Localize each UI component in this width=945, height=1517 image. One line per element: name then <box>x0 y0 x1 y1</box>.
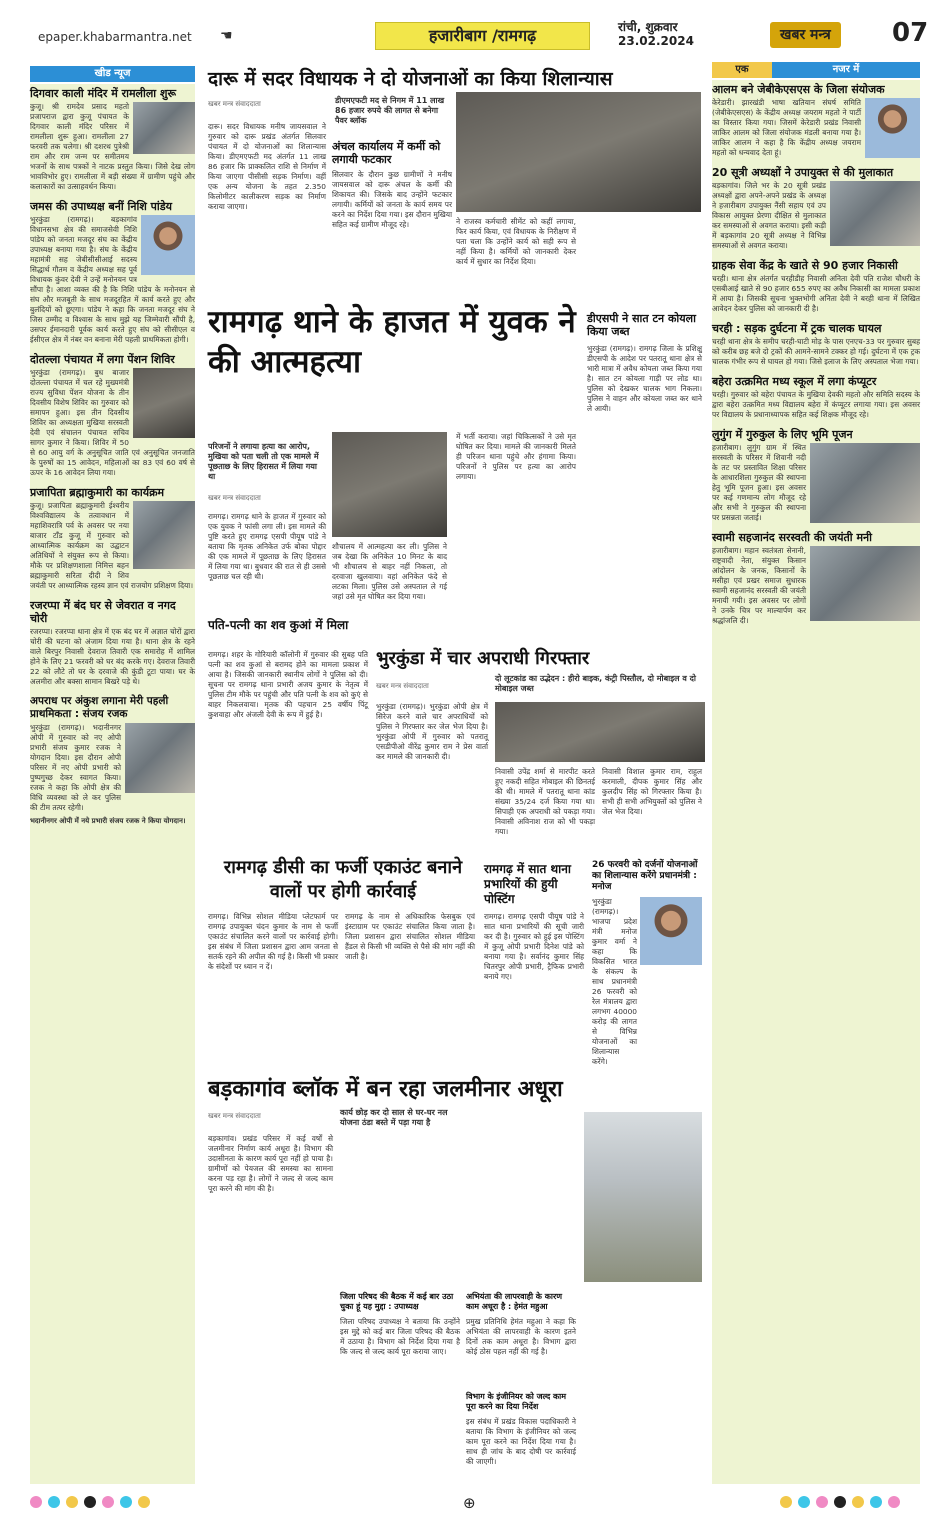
story-photo <box>125 723 195 793</box>
story-body: हजारीबाग। महान स्वतंत्रता सेनानी, राष्ट्रवादी नेता, संयुक्त किसान आंदोलन के जनक, किसानों के मसीहा एवं प्रखर समाज सुधारक स्वामी सहजानंद सरस्वती की जयंती मनायी गयी। इस अवसर पर लोगों ने उनके चित्र पर माल्यार्पण कर श्रद्धांजलि दी। <box>712 546 806 625</box>
posting-body: रामगढ़। रामगढ़ एसपी पीयूष पांडे ने सात थाना प्रभारियों की सूची जारी कर दी है। गुरुवार को हुई इस पोस्टिंग में कुजू ओपी प्रभारी दिनेश पांडे को बनाया गया है। सर्वानंद कुमार सिंह चितरपुर ओपी प्रभारी, ट्रैफिक प्रभारी बनाये गए। <box>484 912 584 981</box>
story-photo <box>133 368 195 438</box>
story-headline: बहेरा उत्क्रमित मध्य स्कूल में लगा कंप्यूटर <box>712 375 877 388</box>
story-headline: स्वामी सहजानंद सरस्वती की जयंती मनी <box>712 531 872 544</box>
right-story <box>712 531 920 626</box>
story-headline: ग्राहक सेवा केंद्र के खाते से 90 हजार निकासी <box>712 259 898 272</box>
left-story <box>30 353 195 478</box>
story-photo <box>810 546 920 621</box>
arrest-byline: खबर मन्त्र संवाददाता <box>376 682 429 690</box>
story-body: भुरकुंडा (रामगढ़)। बुध बाजार दोतल्ला पंचायत में चल रहे मुख्यमंत्री राज्य सुविधा पेंशन योजना के तीन दिवसीय विशेष शिविर का गुरुवार को समापन हुआ। इस तीन दिवसीय शिविर का अध्यक्षता मुखिया सरस्वती देवी एवं संचालन पंचायत सचिव सागर कुमार ने किया। शिविर में 50 से 60 आयु वर्ग के अनुसूचित जाति एवं अनुसूचित जनजाति के पुरुषों का 15 आवेदन, महिलाओं का 83 एवं 60 वर्ष से ऊपर के 16 आवेदन लिया गया। <box>30 368 195 477</box>
left-column <box>30 84 195 1484</box>
top-photo <box>456 92 701 212</box>
water-body-4: इस संबंध में प्रखंड विकास पदाधिकारी ने बताया कि विभाग के इंजीनियर को जल्द काम पूरा करने का निर्देश दिया गया है। साथ ही जांच के बाद दोषी पर कार्रवाई की जाएगी। <box>466 1417 576 1466</box>
main-body: रामगढ़। रामगढ़ थाने के हाजत में गुरुवार को एक युवक ने फांसी लगा ली। इस मामले की पुष्टि करते हुए रामगढ़ एसपी पीयूष पांडे ने बताया कि मृतक अनिकेत उर्फ बोका पोद्दार की एक मामले में पूछताछ के लिए हिरासत में लिया गया था। बुधवार की रात से ही उससे पूछताछ चल रही थी। <box>208 512 326 581</box>
left-story <box>30 200 195 345</box>
footer-dot <box>120 1496 132 1508</box>
top-byline: खबर मन्त्र संवाददाता <box>208 100 261 108</box>
edition-date-value: 23.02.2024 <box>618 34 694 48</box>
story-headline: लुगुंग में गुरुकुल के लिए भूमि पूजन <box>712 428 853 441</box>
story-body: रजरप्पा। रजरप्पा थाना क्षेत्र में एक बंद घर में अज्ञात चोरों द्वारा चोरी की घटना को अंजाम दिया गया है। थाना क्षेत्र के रहने वाले बिरपुर निवासी देवराज तिवारी एक समारोह में शामिल होने के लिए 21 फरवरी को घर बंद करके गए। देवराज तिवारी 22 को लौटे तो घर के दरवाजे की कुंडी टूटा पाया। घर के अलमीरा और बक्सा सामान बिखरे पड़े थे। <box>30 627 195 686</box>
fake-body: रामगढ़। विभिन्न सोशल मीडिया प्लेटफार्म पर रामगढ़ उपायुक्त चंदन कुमार के नाम से फर्जी एकाउंट संचालित करने वालों पर कार्रवाई होगी। इस संबंध में जिला प्रशासन द्वारा आम जनता से सतर्क रहने की अपील की गई है। किसी भी प्रकार के संदेशों पर ध्यान न दें। <box>208 912 338 971</box>
site-url[interactable]: epaper.khabarmantra.net <box>38 30 192 44</box>
left-story <box>30 87 195 192</box>
footer-dot <box>102 1496 114 1508</box>
fake-body-2: रामगढ़ के नाम से अधिकारिक फेसबुक एवं इंस्टाग्राम पर एकाउंट संचालित किया जाता है। जिला प्रशासन द्वारा संचालित सोशल मीडिया हैंडल से किसी भी व्यक्ति से पैसे की मांग नहीं की जाती है। <box>345 912 475 961</box>
masthead <box>0 0 945 62</box>
well-body: रामगढ़। शहर के गोरियारी कॉलोनी में गुरुवार की सुबह पति पत्नी का शव कुआं से बरामद होने का मामला प्रकाश में आया है। जिसकी जानकारी स्थानीय लोगों ने पुलिस को दी। सूचना पर रामगढ़ थाना प्रभारी अजय कुमार के नेतृत्व में पुलिस टीम मौके पर पहुंची और पति पत्नी के शव को कुएं से बाहर निकलवाया। मृतक की पहचान 25 वर्षीय पिंटू कुशवाहा और अंजली देवी के रूप में हुई है। <box>208 650 368 719</box>
story-body: कुजू। श्री रामदेव प्रसाद महतो प्रजापराज द्वारा कुजू पंचायत के दिगवार काली मंदिर परिसर में रामलीला शुरू हुआ। रामलीला 27 फरवरी तक चलेगा। श्री दशरथ पुत्रेश्री राम और राम जन्म पर समीतमय भजनों के साथ पत्रकों ने नाटक प्रस्तुत किया। जिसे देख लोग भावविभोर हुए। रामलीला में बड़ी संख्या में ग्रामीण पहुंचे और कलाकारों का उत्साहवर्धन किया। <box>30 102 195 191</box>
water-body: बड़कागांव। प्रखंड परिसर में कई वर्षों से जलमीनार निर्माण कार्य अधूरा है। विभाग की उदासीनता के कारण कार्य पूरा नहीं हो पाया है। ग्रामीणों को पेयजल की समस्या का सामना करना पड़ रहा है। लोगों ने जल्द से जल्द काम पूरा करने की मांग की है। <box>208 1134 333 1193</box>
page-number: 07 <box>892 18 929 48</box>
footer-dot <box>888 1496 900 1508</box>
side-headline: अंचल कार्यालय में कर्मी को लगायी फटकार <box>332 140 441 166</box>
left-story <box>30 695 195 826</box>
arrest-photo <box>495 702 705 762</box>
edition-city-day: रांची, शुक्रवार <box>618 20 678 34</box>
main-photo <box>332 432 447 537</box>
story-photo <box>810 443 920 523</box>
photo-caption: भदानीनगर ओपी में नये प्रभारी संजय रजक ने किया योगदान। <box>30 817 186 825</box>
story-body: केरेडारी। झारखंडी भाषा खतियान संघर्ष समिति (जेबीकेएसएस) के केंद्रीय अध्यक्ष जयराम महतो ने पार्टी का विस्तार किया गया। जिसमें केरेडारी प्रखंड निवासी जाकिर आलम को जिला संयोजक मंडली बनाया गया है। जाकिर आलम ने कहा है कि केंद्रीय अध्यक्ष जयराम महतो को धन्यवाद देता हूं। <box>712 98 861 157</box>
footer <box>0 1488 945 1517</box>
footer-dot <box>816 1496 828 1508</box>
story-headline: दिगवार काली मंदिर में रामलीला शुरू <box>30 87 177 100</box>
inaug-headline: 26 फरवरी को दर्जनों योजनाओं का शिलान्यास करेंगे प्रधानमंत्री : मनोज <box>592 860 698 892</box>
right-story <box>712 83 920 158</box>
story-body: चरही। थाना क्षेत्र अंतर्गत चरहीडीह निवासी अनिता देवी पति राजेश चौधरी के एसबीआई खाते से 90 हजार 655 रुपए का अवैध निकासी का मामला प्रकाश में आया है। जिसकी सूचना भुक्तभोगी अनिता देवी ने बरही थाना में लिखित आवेदन देकर पुलिस को जानकारी दी है। <box>712 274 920 313</box>
footer-dot <box>798 1496 810 1508</box>
story-headline: दोतल्ला पंचायत में लगा पेंशन शिविर <box>30 353 175 366</box>
footer-dots-left <box>30 1496 150 1508</box>
water-body-2: जिला परिषद उपाध्यक्ष ने बताया कि उन्होंने इस मुद्दे को कई बार जिला परिषद की बैठक में उठाया है। विभाग को निर्देश दिया गया है कि जल्द से जल्द कार्य पूरा कराया जाए। <box>340 1317 460 1356</box>
center-columns <box>200 62 705 1484</box>
story-body: भुरकुंडा (रामगढ़)। भदानीनगर ओपी में गुरुवार को नए ओपी प्रभारी संजय कुमार रजक ने योगदान दिया। इस दौरान ओपी परिसर में नए ओपी प्रभारी को पुष्पगुच्छ देकर स्वागत किया। रजक ने कहा कि ओपी क्षेत्र की विधि व्यवस्था को ले कर पुलिस की टीम तत्पर रहेगी। <box>30 723 121 812</box>
inaug-body: भुरकुंडा (रामगढ़)। भाजपा प्रदेश मंत्री मनोज कुमार वर्मा ने कहा कि विकसित भारत के संकल्प के साथ प्रधानमंत्री 26 फरवरी को रेल मंत्रालय द्वारा लगभग 40000 करोड़ की लागत से विभिन्न योजनाओं का शिलान्यास करेंगे। <box>592 897 637 1066</box>
brand-logo: खबर मन्त्र <box>770 22 841 48</box>
footer-dot <box>84 1496 96 1508</box>
story-photo <box>133 102 195 154</box>
edition-date <box>618 20 694 48</box>
arrest-body: भुरकुंडा (रामगढ़)। भुरकुंडा ओपी क्षेत्र में सिरेज करने वाले चार अपराधियों को पुलिस ने गिरफ्तार कर जेल भेज दिया है। भुरकुंडा ओपी में गुरुवार को पतरातू एसडीपीओ वीरेंद्र कुमार राम ने प्रेस वार्ता कर मामले की जानकारी दी। <box>376 702 488 761</box>
story-photo <box>133 501 195 569</box>
footer-dot <box>834 1496 846 1508</box>
mid-body: ने राजस्व कर्मचारी सीमेंट को कहीं लगाया, फिर कार्य किया, एवं विधायक के निरीक्षण में पता चला कि उन्होंने कार्य को सही रूप से नहीं किया है। कर्मियों को जानकारी देकर कार्य में सुधार का निर्देश दिया। <box>456 217 576 266</box>
footer-dot <box>66 1496 78 1508</box>
right-story <box>712 428 920 523</box>
footer-dot <box>48 1496 60 1508</box>
top-body: दारू। सदर विधायक मनीष जायसवाल ने गुरुवार को दारू प्रखंड अंतर्गत सिलवार पंचायत में दो योजनाओं का शिलान्यास किया। डीएमएफटी मद अंतर्गत 11 लाख 86 हजार कि प्राक्कलित राशि से निर्माण में किया जाएगा पीसीसी सड़क निर्माण। वहीं एक अन्य योजना के तहत 2.350 किलोमीटर कालीकरण सड़क का निर्माण कराया जाएगा। <box>208 122 326 211</box>
water-subhead-2: अभियंता की लापरवाही के कारण काम अधूरा है : हेमंत महुआ <box>466 1292 563 1311</box>
story-body: बड़कागांव। जिले भर के 20 सूत्री प्रखंड अध्यक्षों द्वारा अपने-अपने प्रखंड के अध्यक्ष ने हजारीबाग उपायुक्त नैंसी सहाय एवं उप विकास आयुक्त प्रेरणा दीक्षित से मुलाकात कर समस्याओं से अवगत कराया। इसी कड़ी में बड़कागांव 20 सूत्री अध्यक्ष ने विभिन्न समस्याओं से अवगत कराया। <box>712 181 826 250</box>
left-story <box>30 599 195 687</box>
arrest-body-3: निवासी विशाल कुमार राम, राहुल करमाली, दीपक कुमार सिंह और कुलदीप सिंह को गिरफ्तार किया है। सभी ही सभी अभियुक्तों को पुलिस ने जेल भेज दिया। <box>602 767 702 816</box>
arrest-body-2: निवासी उपेंद्र शर्मा से मारपीट करते हुए नकदी सहित मोबाइल की छिनतई की थी। मामले में पतरातू थाना कांड संख्या 35/24 दर्ज किया गया था। सिपाही एक अपराधी को पकड़ा गया। निवासी अविनाश राज को भी पकड़ा गया। <box>495 767 595 836</box>
story-headline: 20 सूत्री अध्यक्षों ने उपायुक्त से की मुलाकात <box>712 166 894 179</box>
story-body: हजारीबाग। लुगुंग ग्राम में स्थित सरस्वती के परिसर में शिवानी नदी के तट पर प्रस्तावित शिक्षा परिसर के आधारशिला गुरुकुल की स्थापना हेतु भूमि पूजन हुआ। इस अवसर पर कई गणमान्य लोग मौजूद रहे और सभी ने गुरुकुल की स्थापना पर प्रसन्नता जताई। <box>712 443 806 522</box>
water-ribbon: कार्य छोड़ कर दो साल से घर-घर नल योजना ठंडा बस्ते में पड़ा गया है <box>340 1108 448 1127</box>
story-portrait <box>141 215 195 275</box>
top-ribbon: डीएमएफटी मद से निगम में 11 लाख 86 हजार रुपये की लागत से बनेगा पैवर ब्लॉक <box>335 96 445 125</box>
water-headline: बड़कागांव ब्लॉक में बन रहा जलमीनार अधूरा <box>208 1077 563 1102</box>
posting-headline: रामगढ़ में सात थाना प्रभारियों की हुयी पोस्टिंग <box>484 862 572 906</box>
story-headline: रजरप्पा में बंद घर से जेवरात व नगद चोरी <box>30 599 176 625</box>
section-title: हजारीबाग /रामगढ़ <box>375 22 590 50</box>
inaug-portrait <box>640 897 702 965</box>
story-headline: अपराध पर अंकुश लगाना मेरी पहली प्राथमिकता : संजय रजक <box>30 695 169 720</box>
water-body-3: प्रमुख प्रतिनिधि हेमंत महुआ ने कहा कि अभियंता की लापरवाही के कारण इतने दिनों तक काम अधूरा है। विभाग द्वारा कोई ठोस पहल नहीं की गई है। <box>466 1317 576 1356</box>
main-byline: खबर मन्त्र संवाददाता <box>208 494 261 502</box>
fake-headline: रामगढ़ डीसी का फर्जी एकाउंट बनाने वालों पर होगी कार्रवाई <box>223 857 463 902</box>
footer-dots-right <box>780 1496 900 1508</box>
registration-mark-icon: ⊕ <box>463 1494 476 1512</box>
story-photo <box>830 181 920 246</box>
footer-dot <box>852 1496 864 1508</box>
main-subhead: परिजनों ने लगाया हत्या का आरोप, मुखिया को पता चली तो एक मामले में पूछताछ के लिए हिरासत में लिया गया था <box>208 442 319 481</box>
top-headline: दारू में सदर विधायक ने दो योजनाओं का किया शिलान्यास <box>208 68 613 90</box>
right-column-tag-b: नजर में <box>772 62 920 78</box>
dsp-body: भुरकुंडा (रामगढ़)। रामगढ़ जिला के प्रशिक्षु डीएसपी के आदेश पर पतरातू थाना क्षेत्र से भारी मात्रा में अवैध कोयला जब्त किया गया है। सात टन कोयला गाड़ी पर लोड था। पुलिस को देखकर चालक भाग निकला। पुलिस ने वाहन और कोयला जब्त कर थाने ले आयी। <box>587 344 702 413</box>
footer-dot <box>780 1496 792 1508</box>
arrest-headline: भुरकुंडा में चार अपराधी गिरफ्तार <box>376 648 590 669</box>
cursor-icon: ☚ <box>220 28 233 44</box>
water-subhead: जिला परिषद की बैठक में कई बार उठा चुका हूं यह मुद्दा : उपाध्यक्ष <box>340 1292 454 1311</box>
right-column <box>712 80 920 1484</box>
left-story <box>30 486 195 591</box>
arrest-ribbon: दो लूटकांड का उद्भेदन : हीरो बाइक, कंट्री पिस्तौल, दो मोबाइल व दो मोबाइल जब्त <box>495 674 696 693</box>
story-body: चरही। गुरुवार को बहेरा पंचायत के मुखिया देवकी महतो और समिति सदस्य के द्वारा बहेरा उत्क्रमित मध्य विद्यालय बहेरा में कंप्यूटर लगाया गया। इस अवसर पर विद्यालय के प्रधानाध्यापक सहित कई शिक्षक मौजूद रहे। <box>712 390 920 419</box>
right-story <box>712 375 920 420</box>
left-column-tag: खीड न्यूज <box>30 66 195 82</box>
story-body: चरही थाना क्षेत्र के समीप चरही-घाटी मोड़ के पास एनएच-33 पर गुरुवार सुबह को करीब छह बजे दो ट्रकों की आमने-सामने टक्कर हो गई। दुर्घटना में एक ट्रक चालक गंभीर रूप से घायल हो गया। जिसे इलाज के लिए अस्पताल भेजा गया। <box>712 337 920 366</box>
side-body: सिलवार के दौरान कुछ ग्रामीणों ने मनीष जायसवाल को दारू अंचल के कर्मी की शिकायत की। जिसके बाद उन्होंने फटकार लगायी। कर्मियों को जनता के कार्य समय पर करने का निर्देश दिया गया। इस दौरान मुखिया सहित कई ग्रामीण मौजूद रहे। <box>332 170 452 229</box>
story-body: भुरकुंडा (रामगढ़)। बड़कागांव विधानसभा क्षेत्र की समाजसेवी निशि पांडेय को जनता मजदूर संघ का केंद्रीय उपाध्यक्ष बनाया गया है। संघ के केंद्रीय महामंत्री सह जेबीसीसीआई सदस्य सिद्धार्थ गौतम व केंद्रीय अध्यक्ष सह पूर्व विधायक कुंवर देवी ने उन्हें मनोनयन पत्र सौंपा है। आशा व्यक्त की है कि निशि पांडेय के मनोनयन से संघ और मजबूती के साथ मजदूरहित में कार्य करते हुए और बुलंदियों को छूएगा। पांडेय ने कहा कि जनता मजदूर संघ ने जिस उम्मीद व विश्वास के साथ मुझे यह जिम्मेवारी सौंपी है, उसपर ईमानदारी पूर्वक कार्य करते हुए संघ को सीसीएल व ईसीएल क्षेत्र में नंबर वन बनाना मेरी पहली प्राथमिकता होगी। <box>30 215 195 344</box>
footer-dot <box>138 1496 150 1508</box>
story-headline: जमस की उपाध्यक्ष बनीं निशि पांडेय <box>30 200 173 213</box>
water-tower-photo <box>584 1112 702 1282</box>
right-story <box>712 166 920 251</box>
story-headline: प्रजापिता ब्रह्माकुमारी का कार्यक्रम <box>30 486 165 499</box>
footer-dot <box>30 1496 42 1508</box>
story-headline: चरही : सड़क दुर्घटना में ट्रक चालक घायल <box>712 322 882 335</box>
water-subhead-3: विभाग के इंजीनियर को जल्द काम पूरा करने का दिया निर्देश <box>466 1392 566 1411</box>
right-story <box>712 259 920 314</box>
story-portrait <box>865 98 920 158</box>
right-story <box>712 322 920 367</box>
water-byline: खबर मन्त्र संवाददाता <box>208 1112 261 1120</box>
dsp-headline: डीएसपी ने सात टन कोयला किया जब्त <box>587 312 696 338</box>
story-body: कुजू। प्रजापिता ब्रह्माकुमारी ईश्वरीय विश्वविद्यालय के तत्वावधान में महाशिवरात्रि पर्व के अवसर पर नया बाजार टाँड कुजू में गुरुवार को आध्यात्मिक कार्यक्रम का उद्घाटन अतिथियों ने संयुक्त रूप से किया। मौके पर प्रशिक्षणशाला निमित्त बहन ब्रह्माकुमारी सरिता दीदी ने शिव जयंती पर आध्यात्मिक रहस्य ज्ञान एवं राजयोग प्रशिक्षण दिया। <box>30 501 194 590</box>
main-body-2: शौचालय में आत्महत्या कर ली। पुलिस ने जब देखा कि अनिकेत 10 मिनट के बाद भी शौचालय से बाहर नहीं निकला, तो दरवाजा खुलवाया। वहां अनिकेत फंदे से लटका मिला। पुलिस उसे अस्पताल ले गई जहां उसे मृत घोषित कर दिया गया। <box>332 542 447 601</box>
right-column-tag-a: एक <box>712 62 772 78</box>
main-body-3: में भर्ती कराया। जहां चिकित्सकों ने उसे मृत घोषित कर दिया। मामले की जानकारी मिलते ही परिजन थाना पहुंचे और हंगामा किया। परिजनों ने पुलिस पर हत्या का आरोप लगाया। <box>456 432 576 481</box>
footer-dot <box>870 1496 882 1508</box>
well-headline: पति-पत्नी का शव कुआं में मिला <box>208 618 349 632</box>
main-headline: रामगढ़ थाने के हाजत में युवक ने की आत्महत्या <box>208 304 576 380</box>
story-headline: आलम बने जेबीकेएसएस के जिला संयोजक <box>712 83 885 96</box>
